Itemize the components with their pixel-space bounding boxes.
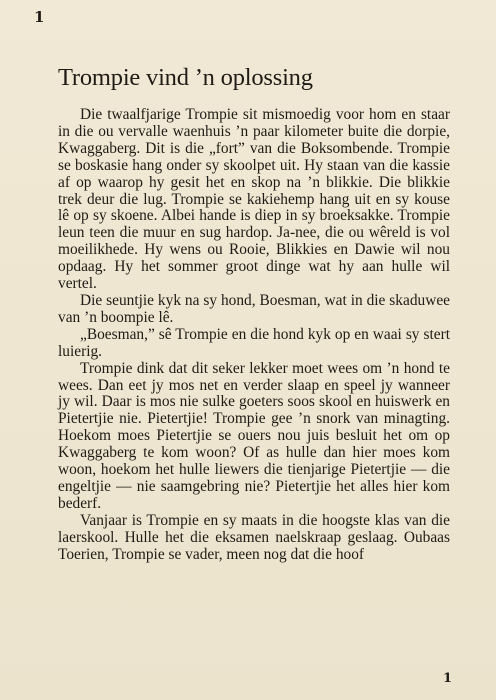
page-number: 1 (442, 671, 452, 686)
chapter-body (58, 107, 450, 563)
paragraph: „Boesman,” sê Trompie en die hond kyk op en waai sy stert luierig. (58, 325, 450, 360)
paragraph: Trompie dink dat dit seker lekker moet wees om ’n hond te wees. Dan eet jy mos net en verder slaap en speel jy wanneer jy wil. Daar is mos nie sulke goeters soos skool en huiswerk en Pietertjie nie. Pietertjie! Trompie gee ’n snork van minagting. Hoekom moes Pietertjie se ouers nou juis besluit het om op Kwaggaberg te kom woon? Of as hulle dan hier moes kom woon, hoekom het hulle liewers die tienjarige Pietertjie — die engeltjie — nie saamgebring nie? Pietertjie het alles hier kom bederf. (58, 359, 450, 512)
chapter-title: Trompie vind ’n oplossing (58, 64, 313, 91)
paragraph: Vanjaar is Trompie en sy maats in die hoogste klas van die laerskool. Hulle het die eksamen naelskraap geslaag. Oubaas Toerien, Trompie se vader, meen nog dat die hoof (58, 511, 450, 563)
paragraph: Die seuntjie kyk na sy hond, Boesman, wat in die skaduwee van ’n boompie lê. (58, 291, 450, 326)
paragraph: Die twaalfjarige Trompie sit mismoedig voor hom en staar in die ou vervalle waenhuis ’n paar kilometer buite die dorpie, Kwaggaberg. Dit is die „fort” van die Boksombende. Trompie se boskasie hang onder sy skoolpet uit. Hy staan van die kassie af op waarop hy gesit het en skop na ’n blikkie. Die blikkie trek deur die lug. Trompie se kakiehemp hang uit en sy kouse lê op sy skoene. Albei hande is diep in sy broeksakke. Trompie leun teen die muur en sug hardop. Ja-nee, die ou wêreld is vol moeilikhede. Hy wens ou Rooie, Blikkies en Dawie wil nou opdaag. Hy het sommer groot dinge wat hy aan hulle wil vertel. (58, 106, 450, 293)
chapter-number: 1 (34, 8, 45, 26)
